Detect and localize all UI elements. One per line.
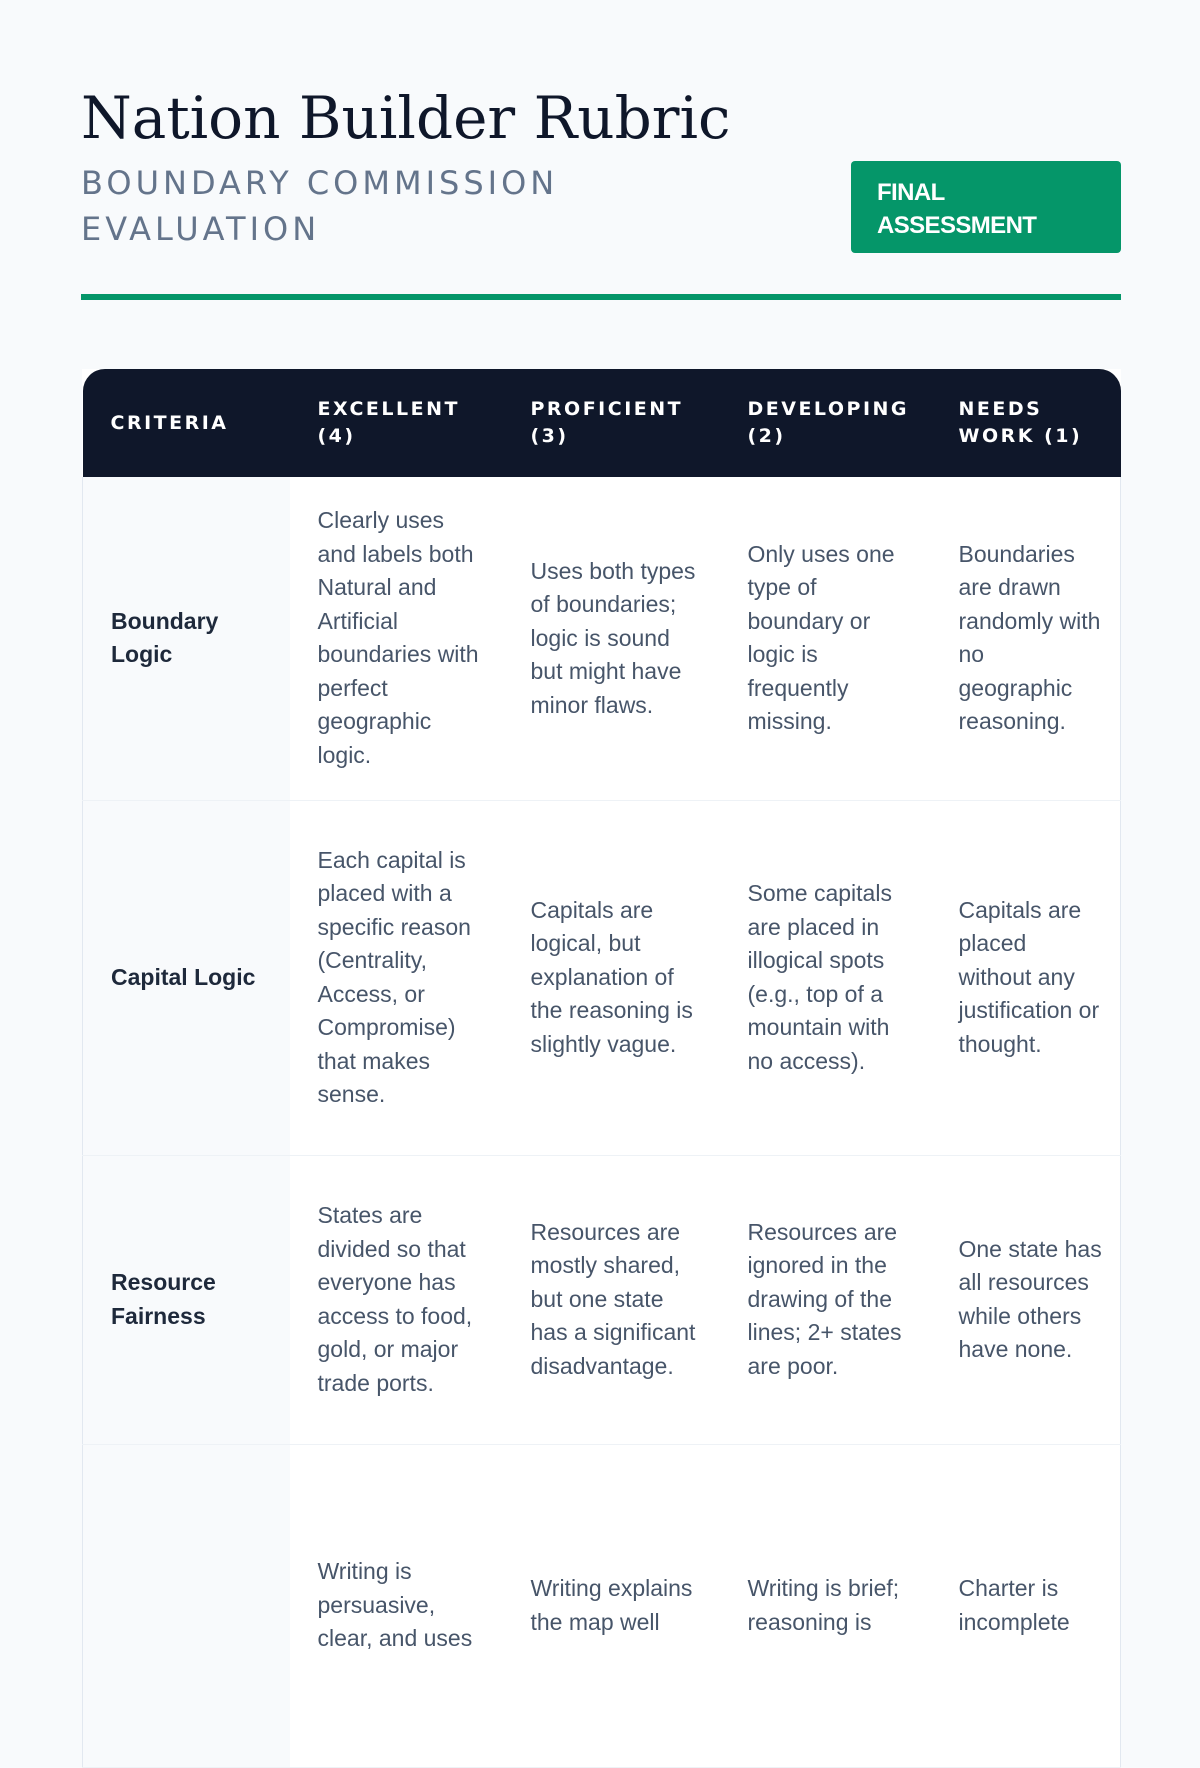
proficient-cell: Uses both types of boundaries; logic is sound but might have minor flaws. [503, 477, 720, 800]
table-row [83, 800, 1121, 1155]
criterion-label: Resource Fairness [83, 1155, 290, 1444]
excellent-cell: Writing is persuasive, clear, and uses [290, 1444, 503, 1767]
needs-work-cell: Charter is incomplete [931, 1444, 1121, 1767]
table-row [83, 1444, 1121, 1767]
page-title: Nation Builder Rubric [81, 84, 731, 152]
excellent-cell: Clearly uses and labels both Natural and Artificial boundaries with perfect geographic logic. [290, 477, 503, 800]
column-header-excellent: EXCELLENT (4) [290, 369, 503, 477]
developing-cell: Some capitals are placed in illogical spots (e.g., top of a mountain with no access). [720, 800, 931, 1155]
criterion-label [83, 1444, 290, 1767]
column-header-developing: DEVELOPING (2) [720, 369, 931, 477]
table-row [83, 477, 1121, 800]
needs-work-cell: Capitals are placed without any justification or thought. [931, 800, 1121, 1155]
proficient-cell: Capitals are logical, but explanation of the reasoning is slightly vague. [503, 800, 720, 1155]
column-header-proficient: PROFICIENT (3) [503, 369, 720, 477]
rubric-header-row [83, 369, 1121, 477]
developing-cell: Writing is brief; reasoning is [720, 1444, 931, 1767]
developing-cell: Resources are ignored in the drawing of the lines; 2+ states are poor. [720, 1155, 931, 1444]
final-assessment-badge: FINAL ASSESSMENT [851, 161, 1121, 253]
rubric-table [82, 369, 1121, 1768]
criterion-label: Capital Logic [83, 800, 290, 1155]
needs-work-cell: Boundaries are drawn randomly with no geographic reasoning. [931, 477, 1121, 800]
excellent-cell: States are divided so that everyone has access to food, gold, or major trade ports. [290, 1155, 503, 1444]
proficient-cell: Resources are mostly shared, but one state has a significant disadvantage. [503, 1155, 720, 1444]
needs-work-cell: One state has all resources while others have none. [931, 1155, 1121, 1444]
excellent-cell: Each capital is placed with a specific reason (Centrality, Access, or Compromise) that makes sense. [290, 800, 503, 1155]
header-divider [81, 294, 1121, 300]
column-header-criteria: CRITERIA [83, 369, 290, 477]
table-row [83, 1155, 1121, 1444]
criterion-label: Boundary Logic [83, 477, 290, 800]
developing-cell: Only uses one type of boundary or logic is frequently missing. [720, 477, 931, 800]
column-header-needs-work: NEEDS WORK (1) [931, 369, 1121, 477]
page-subtitle: BOUNDARY COMMISSION EVALUATION [81, 164, 559, 248]
proficient-cell: Writing explains the map well [503, 1444, 720, 1767]
